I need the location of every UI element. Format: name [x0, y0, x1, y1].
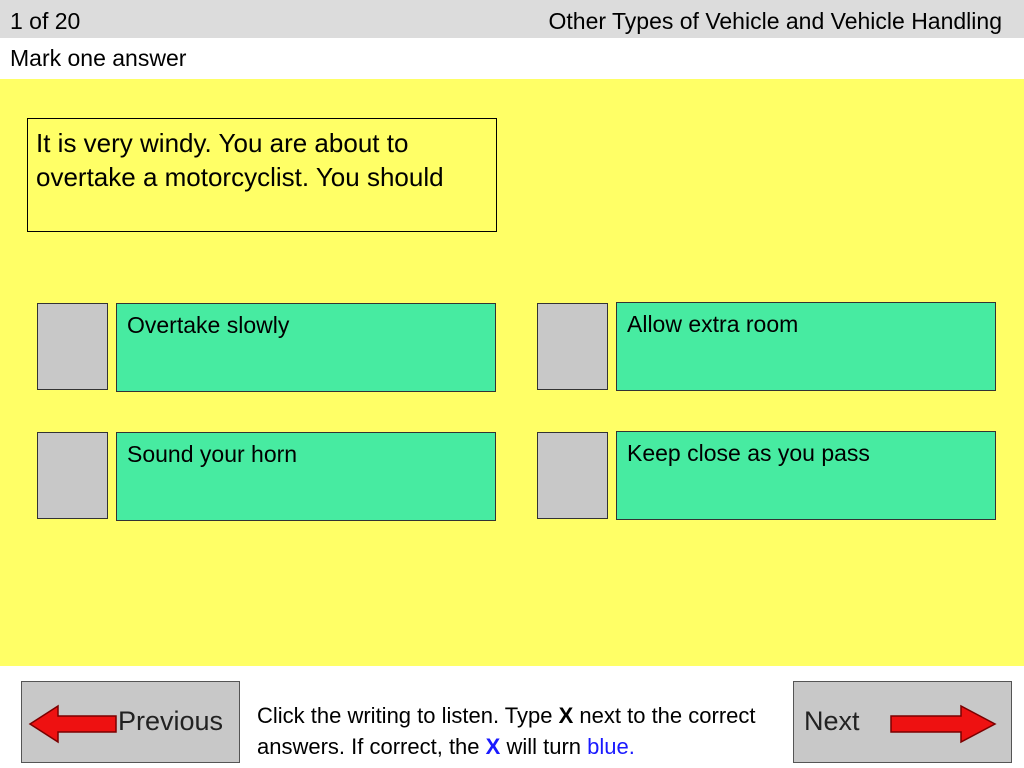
previous-label: Previous — [118, 706, 224, 736]
answer-checkbox-1[interactable] — [37, 303, 108, 390]
help-text-part: will turn — [500, 734, 588, 759]
answer-option-3[interactable]: Sound your horn — [116, 432, 496, 521]
answer-option-2[interactable]: Allow extra room — [616, 302, 996, 391]
answer-option-4[interactable]: Keep close as you pass — [616, 431, 996, 520]
right-arrow-icon — [889, 704, 999, 744]
x-marker-blue: X — [485, 734, 501, 759]
question-text[interactable]: It is very windy. You are about to overtake a motorcyclist. You should — [27, 118, 497, 232]
blue-word: blue. — [587, 734, 635, 759]
help-text-part: next to the correct answers. If correct, the — [257, 703, 756, 759]
answer-checkbox-2[interactable] — [537, 303, 608, 390]
topic-title: Other Types of Vehicle and Vehicle Handling — [548, 8, 1002, 34]
next-button[interactable] — [793, 681, 1012, 763]
title-bar — [0, 0, 1024, 38]
left-arrow-icon — [28, 704, 118, 744]
instruction-text: Mark one answer — [10, 45, 187, 71]
question-counter: 1 of 20 — [10, 8, 81, 34]
next-label: Next — [804, 706, 860, 736]
previous-button[interactable] — [21, 681, 240, 763]
answer-checkbox-3[interactable] — [37, 432, 108, 519]
answer-checkbox-4[interactable] — [537, 432, 608, 519]
help-text-part: Click the writing to listen. Type — [257, 703, 559, 728]
help-text — [257, 700, 787, 762]
answer-option-1[interactable]: Overtake slowly — [116, 303, 496, 392]
x-marker: X — [558, 703, 574, 728]
